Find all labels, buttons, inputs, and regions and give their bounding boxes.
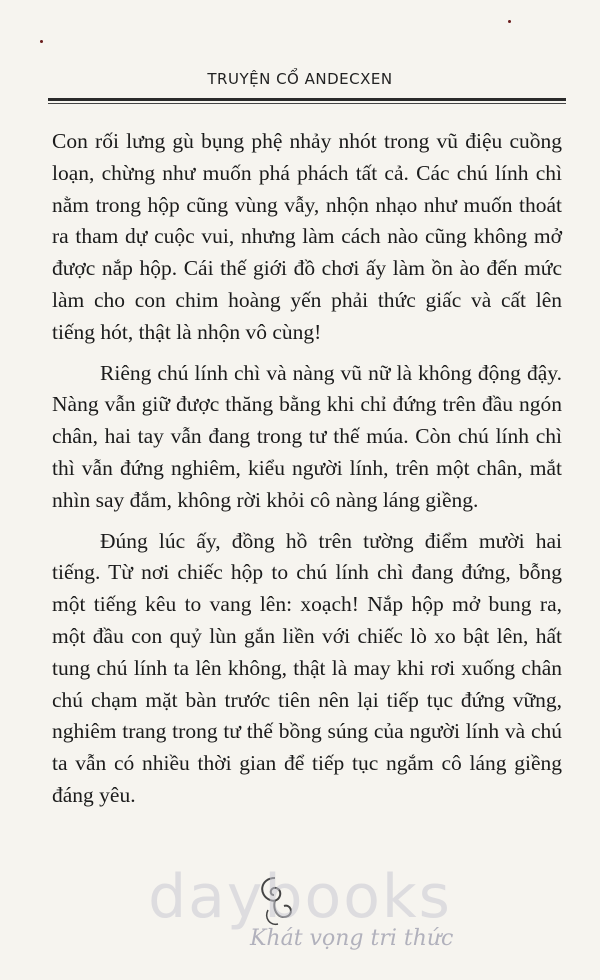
paragraph-2: Riêng chú lính chì và nàng vũ nữ là không động đậy. Nàng vẫn giữ được thăng bằng khi chỉ đứng trên đầu ngón chân, hai tay vẫn đang trong tư thế múa. Còn chú lính chì thì vẫn đứng nghiêm, kiểu người lính, trên một chân, mắt nhìn say đắm, không rời khỏi cô nàng láng giềng. [52,360,562,512]
page-body [52,126,562,821]
paper-speck [40,40,43,43]
header-rule-thin [48,103,566,104]
watermark-tagline: Khát vọng tri thức [250,926,454,951]
header-rule [48,98,566,101]
watermark-brand: daybooks [148,862,452,932]
paragraph-1: Con rối lưng gù bụng phệ nhảy nhót trong vũ điệu cuồng loạn, chừng như muốn phá phách tất cả. Các chú lính chì nằm trong hộp cũng vùng vẫy, nhộn nhạo như muốn thoát ra tham dự cuộc vui, nhưng làm cách nào cũng không mở được nắp hộp. Cái thế giới đồ chơi ấy làm ồn ào đến mức làm cho con chim hoàng yến phải thức giấc và cất lên tiếng hót, thật là nhộn vô cùng! [52,129,562,344]
paragraph-3: Đúng lúc ấy, đồng hồ trên tường điểm mười hai tiếng. Từ nơi chiếc hộp to chú lính chì đang đứng, bỗng một tiếng kêu to vang lên: xoạch! Nắp hộp mở bung ra, một đầu con quỷ lùn gắn liền với chiếc lò xo bật lên, hất tung chú lính ta lên không, thật là may khi rơi xuống chân chú chạm mặt bàn trước tiên nên lại tiếp tục đứng vững, nghiêm trang trong tư thế bồng súng của người lính và chú ta vẫn có nhiều thời gian để tiếp tục ngắm cô láng giềng đáng yêu. [52,528,562,807]
running-header: TRUYỆN CỔ ANDECXEN [207,70,393,88]
paper-speck [508,20,511,23]
